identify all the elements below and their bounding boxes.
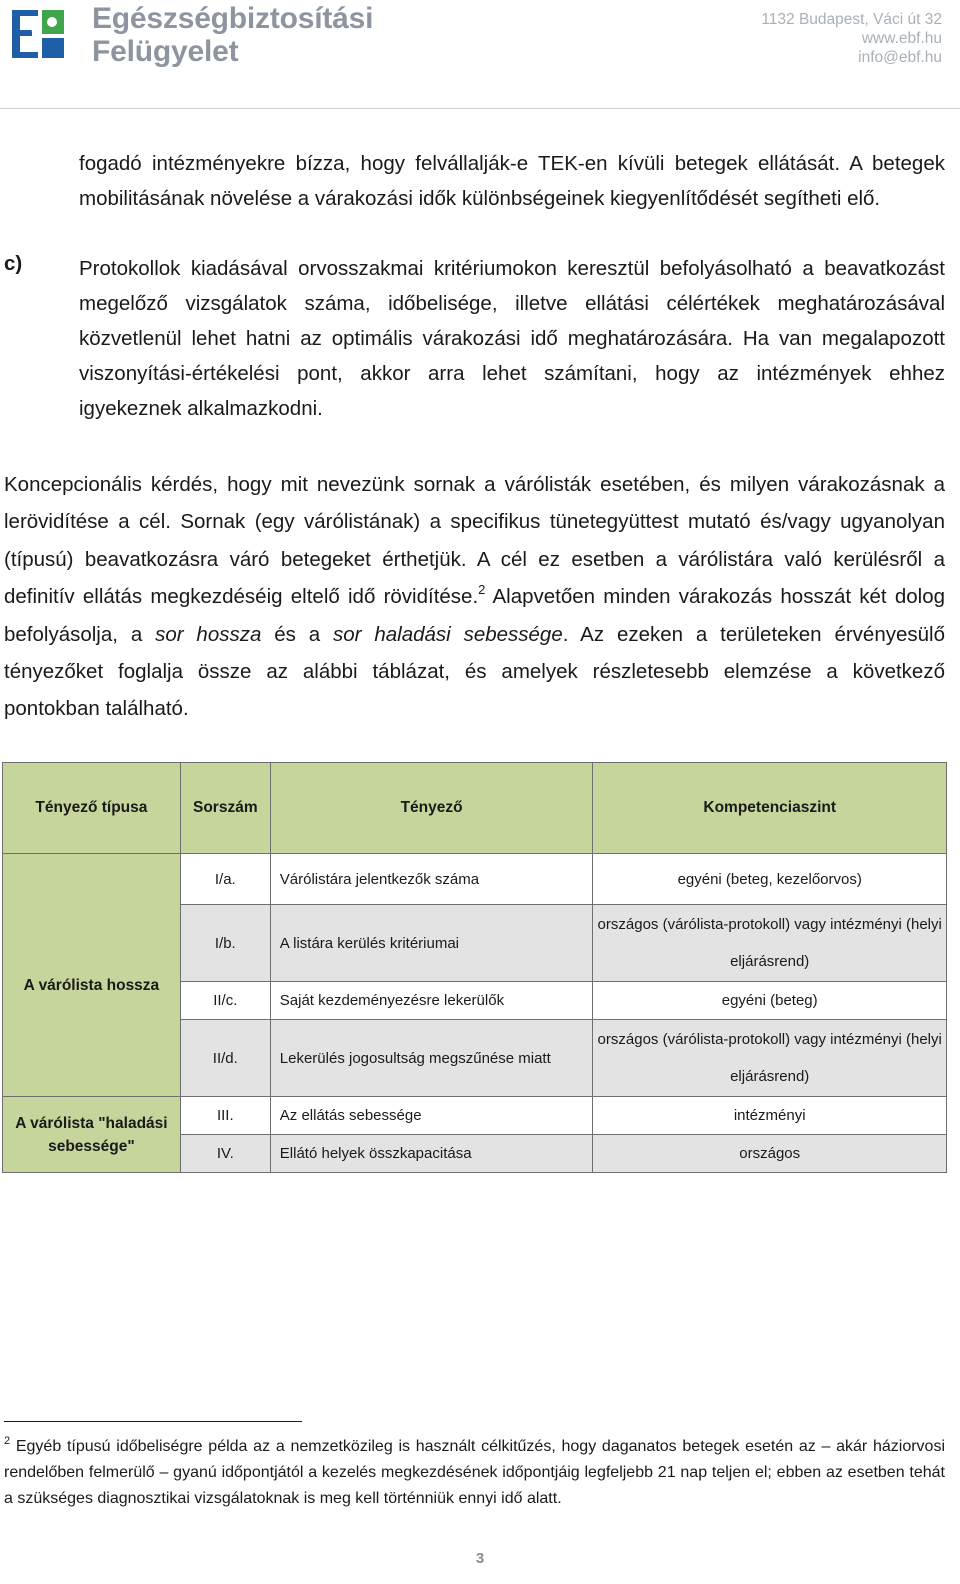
row-factor: Várólistára jelentkezők száma: [270, 854, 593, 905]
row-number: II/c.: [180, 982, 270, 1020]
row-level: országos (várólista-protokoll) vagy intézményi (helyi eljárásrend): [593, 1020, 947, 1097]
row-number: I/b.: [180, 905, 270, 982]
group-queue-length: A várólista hossza: [3, 854, 181, 1097]
row-number: II/d.: [180, 1020, 270, 1097]
page-number: 3: [475, 1550, 485, 1567]
footnote-text: Egyéb típusú időbeliségre példa az a nemzetközileg is használt célkitűzés, hogy daganatos betegek esetén az – akár háziorvosi rendelőben felmerülő – gyanú időpontjától a kezelés megkezdésének időpontjáig legfeljebb 21 nap teljen el; ebben az esetben tehát a szükséges diagnosztikai vizsgálatoknak is meg kell történniük ennyi idő alatt.: [4, 1438, 945, 1507]
footnote: [4, 1434, 945, 1512]
row-factor: Ellátó helyek összkapacitása: [270, 1135, 593, 1173]
para3-part-c: és a: [261, 622, 334, 646]
header-factor-type: Tényező típusa: [3, 763, 181, 854]
para3-part-d: . Az ezeken a területeken érvényesülő tényezőket foglalja össze az alábbi táblázat, és amelyek részletesebb elemzése a következő pontokban található.: [4, 622, 945, 721]
row-number: I/a.: [180, 854, 270, 905]
para3-italic-2: sor haladási sebessége: [333, 622, 563, 646]
table-header-row: [3, 763, 947, 854]
header-competence: Kompetenciaszint: [593, 763, 947, 854]
paragraph-continuation: fogadó intézményekre bízza, hogy felvállalják-e TEK-en kívüli betegek ellátását. A betegek mobilitásának növelése a várakozási idők különbségeinek kiegyenlítődését segítheti elő.: [79, 152, 945, 210]
address-text: 1132 Budapest, Váci út 32: [761, 11, 942, 28]
footnote-divider: [4, 1421, 302, 1422]
row-number: III.: [180, 1097, 270, 1135]
factors-table: [2, 762, 947, 1173]
para3-italic-1: sor hossza: [155, 622, 262, 646]
group-queue-speed: A várólista "haladási sebessége": [3, 1097, 181, 1173]
table-row: [3, 854, 947, 905]
row-number: IV.: [180, 1135, 270, 1173]
contact-block: [761, 10, 942, 67]
paragraph-concept: [4, 466, 945, 728]
row-level: országos: [593, 1135, 947, 1173]
page-header: [0, 0, 960, 109]
table-row: [3, 1097, 947, 1135]
row-level: országos (várólista-protokoll) vagy intézményi (helyi eljárásrend): [593, 905, 947, 982]
org-name-line1: Egészségbiztosítási: [92, 2, 374, 35]
para3-part-b: Alapvetően minden várakozás hosszát két dolog befolyásolja, a: [4, 585, 945, 646]
header-number: Sorszám: [180, 763, 270, 854]
para3-part-a: Koncepcionális kérdés, hogy mit nevezünk sornak a várólisták esetében, és milyen várakozásnak a lerövidítése a cél. Sornak (egy várólistának) a specifikus tünetegyüttest mutató és/vagy ugyanolyan (típusú) beavatkozásra váró betegeket érthetjük. A cél ez esetben a várólistára való kerülésről a definitív ellátás megkezdéséig eltelő idő rövidítése.: [4, 473, 945, 609]
list-item-c-text: Protokollok kiadásával orvosszakmai kritériumokon keresztül befolyásolható a beavatkozást megelőző vizsgálatok száma, időbelisége, illetve ellátási célértékek meghatározásával közvetlenül lehet hatni az optimális várakozási idő meghatározására. Ha van megalapozott viszonyítási-értékelési pont, akkor arra lehet számítani, hogy az intézmények ehhez igyekeznek alkalmazkodni.: [79, 257, 945, 420]
row-factor: Saját kezdeményezésre lekerülők: [270, 982, 593, 1020]
footnote-number: 2: [4, 1435, 11, 1447]
row-factor: Az ellátás sebessége: [270, 1097, 593, 1135]
website-link[interactable]: www.ebf.hu: [861, 30, 942, 47]
row-factor: A listára kerülés kritériumai: [270, 905, 593, 982]
row-level: egyéni (beteg): [593, 982, 947, 1020]
footnote-reference[interactable]: 2: [478, 582, 486, 598]
email-link[interactable]: info@ebf.hu: [858, 49, 942, 66]
list-item-label: c): [4, 252, 23, 275]
row-level: intézményi: [593, 1097, 947, 1135]
row-level: egyéni (beteg, kezelőorvos): [593, 854, 947, 905]
row-factor: Lekerülés jogosultság megszűnése miatt: [270, 1020, 593, 1097]
ebf-logo-icon: [8, 4, 68, 64]
org-name-line2: Felügyelet: [92, 35, 239, 68]
header-factor: Tényező: [270, 763, 593, 854]
organization-logo-text: [92, 2, 373, 68]
